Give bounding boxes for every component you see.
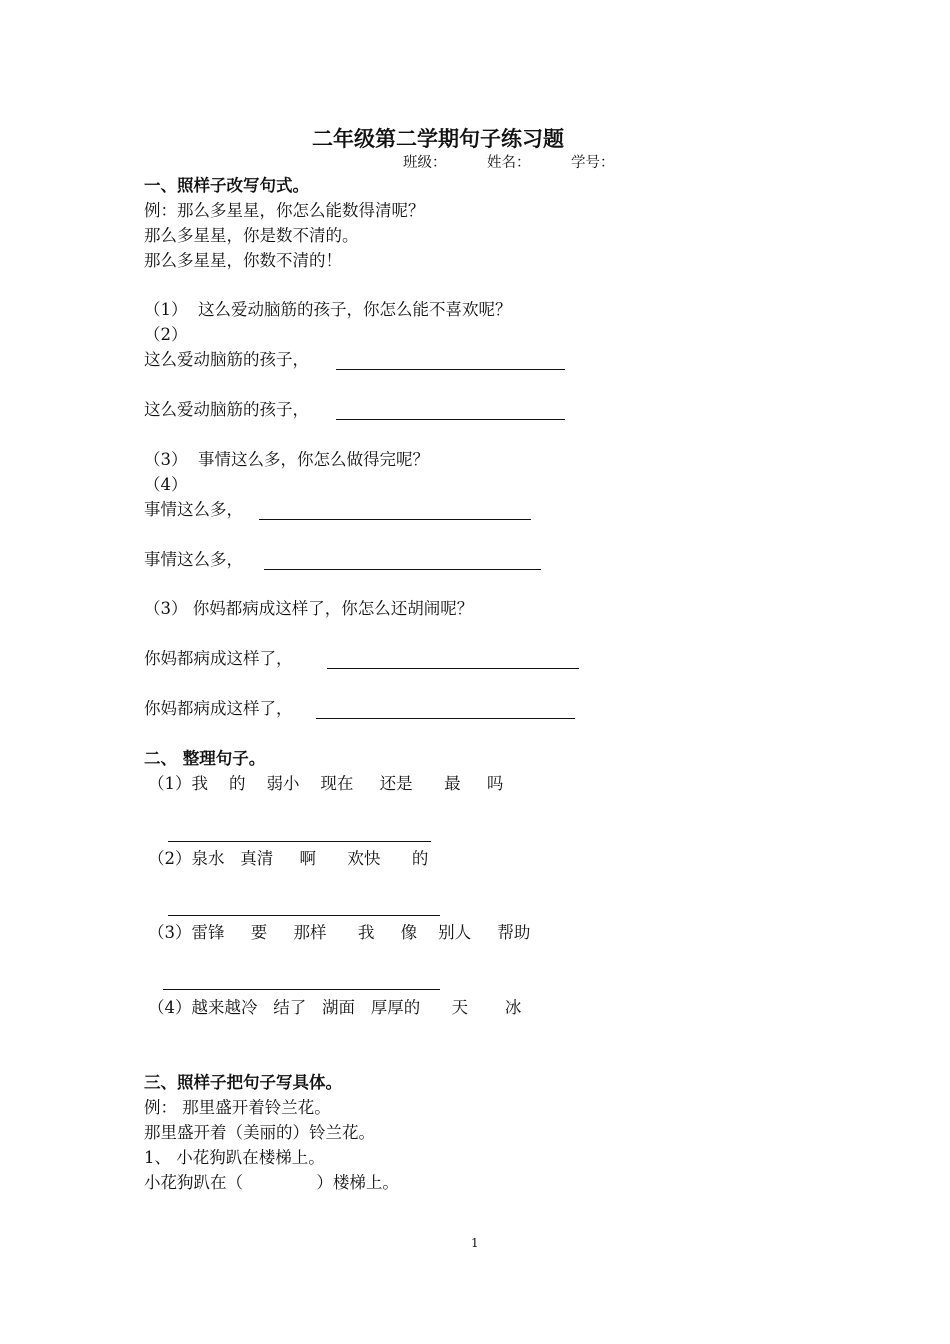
class-label: 班级： [403, 155, 447, 171]
answer-line[interactable] [264, 569, 541, 570]
answer-prompt: 你妈都病成这样了， [144, 699, 293, 718]
question-1: （1） 这么爱动脑筋的孩子，你怎么能不喜欢呢？ [144, 300, 512, 319]
answer-line[interactable] [168, 915, 440, 916]
page-number: 1 [471, 1236, 479, 1250]
page-title: 二年级第二学期句子练习题 [312, 126, 564, 151]
answer-line[interactable] [259, 519, 531, 520]
example-line: 那里盛开着（美丽的）铃兰花。 [144, 1123, 375, 1142]
question-4-number: （4） [144, 475, 188, 494]
example-line: 例： 那里盛开着铃兰花。 [144, 1098, 331, 1117]
exercise-line: 1、 小花狗趴在楼梯上。 [144, 1148, 325, 1167]
answer-prompt: 这么爱动脑筋的孩子， [144, 350, 309, 369]
answer-line[interactable] [316, 718, 575, 719]
word-order-item: （1）我 的 弱小 现在 还是 最 吗 [148, 774, 504, 793]
section2-heading: 二、 整理句子。 [144, 749, 266, 768]
section3-heading: 三、照样子把句子写具体。 [144, 1073, 342, 1092]
word-order-item: （3）雷锋 要 那样 我 像 别人 帮助 [148, 923, 531, 942]
answer-line[interactable] [163, 989, 440, 990]
word-order-item: （2）泉水 真清 啊 欢快 的 [148, 849, 429, 868]
student-id-label: 学号： [571, 155, 615, 171]
example-line: 那么多星星，你数不清的！ [144, 251, 342, 270]
name-label: 姓名： [487, 155, 531, 171]
answer-prompt: 这么爱动脑筋的孩子， [144, 400, 309, 419]
example-line: 例：那么多星星，你怎么能数得清呢？ [144, 201, 425, 220]
answer-prompt: 事情这么多， [144, 550, 243, 569]
answer-line[interactable] [168, 841, 431, 842]
word-order-item: （4）越来越冷 结了 湖面 厚厚的 天 冰 [148, 998, 522, 1017]
answer-prompt: 事情这么多， [144, 500, 243, 519]
answer-prompt: 你妈都病成这样了， [144, 649, 293, 668]
answer-line[interactable] [327, 668, 579, 669]
exercise-line: 小花狗趴在（ ）楼梯上。 [144, 1173, 399, 1192]
answer-line[interactable] [336, 419, 565, 420]
example-line: 那么多星星，你是数不清的。 [144, 226, 359, 245]
answer-line[interactable] [336, 369, 565, 370]
question-3: （3） 事情这么多，你怎么做得完呢？ [144, 450, 429, 469]
section1-heading: 一、照样子改写句式。 [144, 176, 309, 195]
question-2-number: （2） [144, 325, 188, 344]
question-5: （3） 你妈都病成这样了，你怎么还胡闹呢？ [144, 599, 474, 618]
